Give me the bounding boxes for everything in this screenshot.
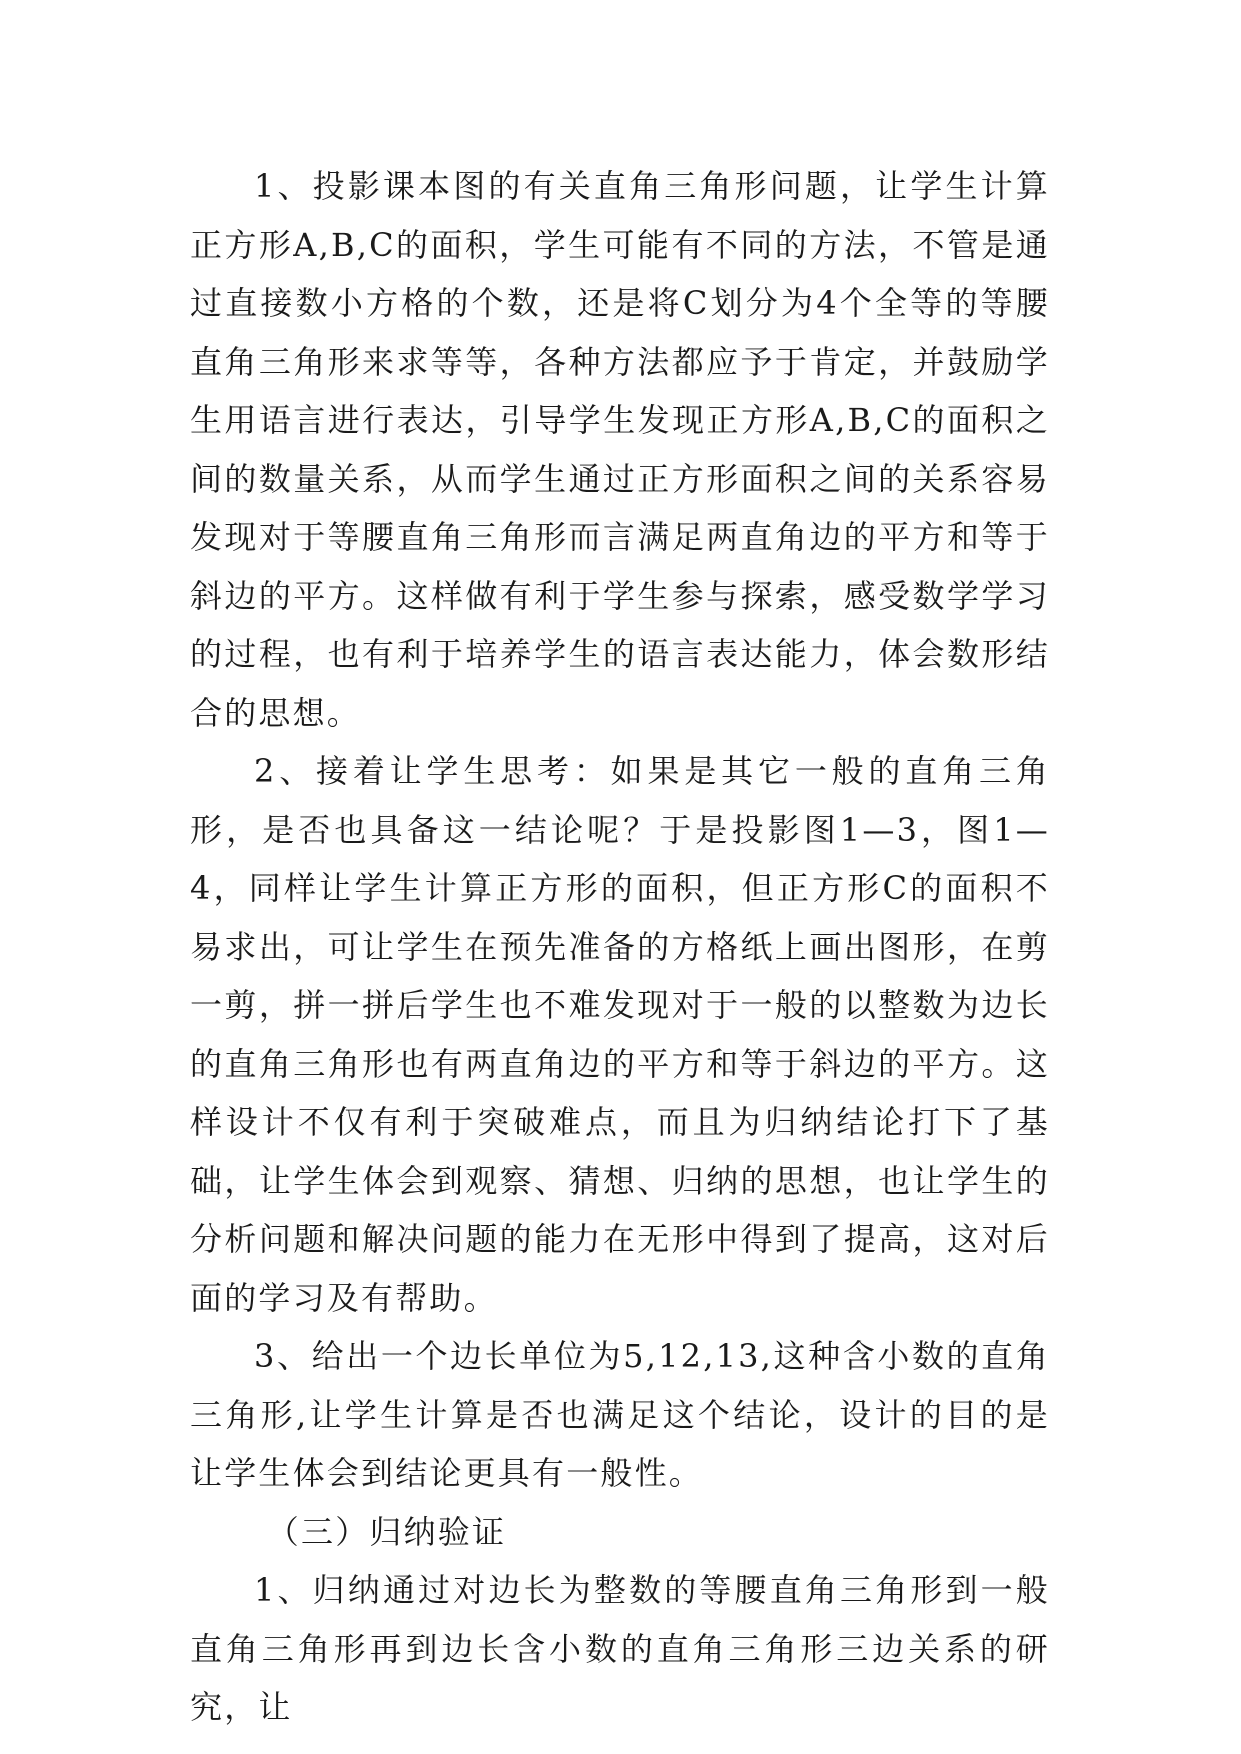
paragraph-3: 3、给出一个边长单位为5,12,13,这种含小数的直角三角形,让学生计算是否也满足这个结论，设计的目的是让学生体会到结论更具有一般性。 xyxy=(190,1337,1050,1492)
section-heading: （三）归纳验证 xyxy=(266,1512,507,1551)
paragraph-4: 1、归纳通过对边长为整数的等腰直角三角形到一般直角三角形再到边长含小数的直角三角形三边关系的研究，让 xyxy=(190,1571,1050,1726)
paragraph-2: 2、接着让学生思考：如果是其它一般的直角三角形，是否也具备这一结论呢？于是投影图1—3，图1—4，同样让学生计算正方形的面积，但正方形C的面积不易求出，可让学生在预先准备的方格纸上画出图形，在剪一剪，拼一拼后学生也不难发现对于一般的以整数为边长的直角三角形也有两直角边的平方和等于斜边的平方。这样设计不仅有利于突破难点，而且为归纳结论打下了基础，让学生体会到观察、猜想、归纳的思想，也让学生的分析问题和解决问题的能力在无形中得到了提高，这对后面的学习及有帮助。 xyxy=(190,752,1050,1317)
paragraph-1: 1、投影课本图的有关直角三角形问题，让学生计算正方形A,B,C的面积，学生可能有不同的方法，不管是通过直接数小方格的个数，还是将C划分为4个全等的等腰直角三角形来求等等，各种方法都应予于肯定，并鼓励学生用语言进行表达，引导学生发现正方形A,B,C的面积之间的数量关系，从而学生通过正方形面积之间的关系容易发现对于等腰直角三角形而言满足两直角边的平方和等于斜边的平方。这样做有利于学生参与探索，感受数学学习的过程，也有利于培养学生的语言表达能力，体会数形结合的思想。 xyxy=(190,167,1050,732)
document-body xyxy=(190,157,1050,1737)
